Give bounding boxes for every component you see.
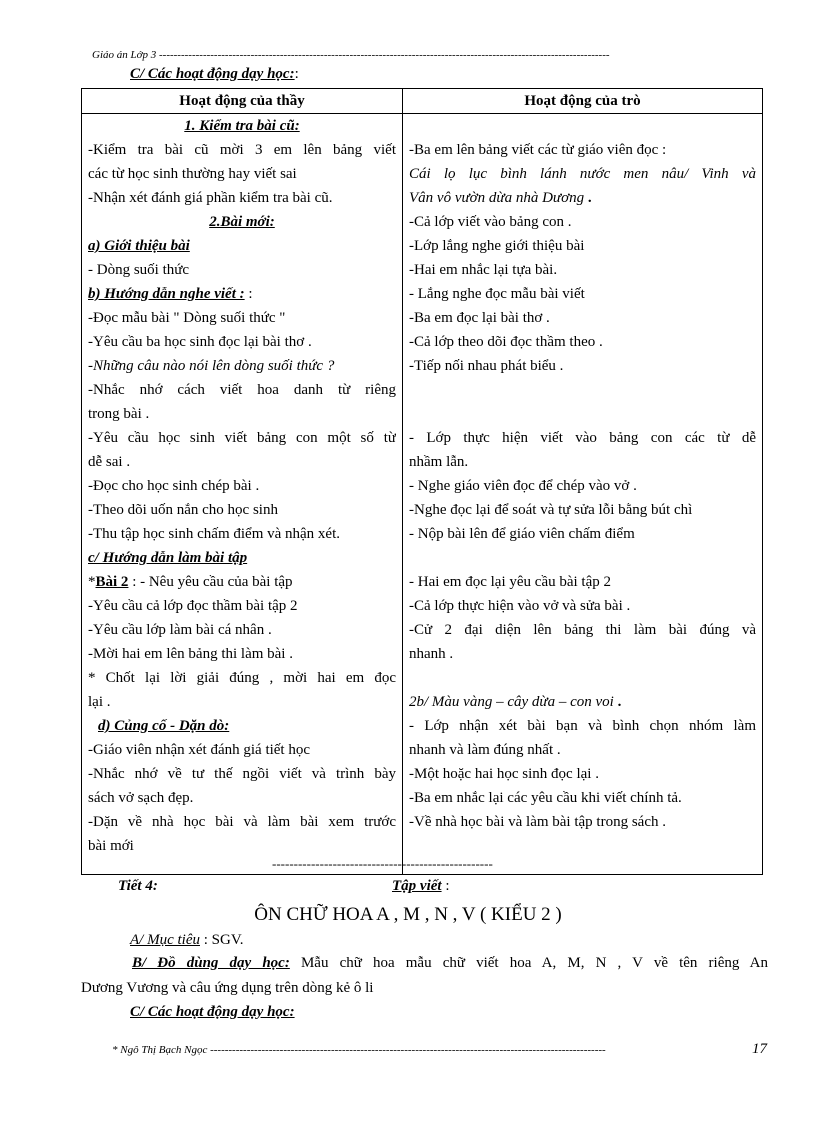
teacher-line <box>88 186 396 210</box>
teacher-line-text: -Đọc mẫu bài " Dòng suối thức " <box>88 310 286 326</box>
student-line-text: - Lớp nhận xét bài bạn và bình chọn nhóm làm <box>409 718 756 734</box>
student-line-text: -Ba em đọc lại bài thơ . <box>409 310 550 326</box>
teacher-line-suffix: : - Nêu yêu cầu của bài tập <box>128 574 293 590</box>
teacher-line <box>88 498 396 522</box>
teacher-line <box>88 210 396 234</box>
student-line <box>409 618 756 642</box>
student-line-text: -Ba em lên bảng viết các từ giáo viên đọc : <box>409 142 667 158</box>
teacher-line <box>88 330 396 354</box>
teacher-line <box>88 546 396 570</box>
teacher-line <box>88 642 396 666</box>
student-line-suffix: . <box>584 190 592 206</box>
student-line <box>409 786 756 810</box>
student-line <box>409 690 756 714</box>
teacher-line-text: -Nhận xét đánh giá phần kiểm tra bài cũ. <box>88 190 333 206</box>
student-line <box>409 594 756 618</box>
section-separator: --------------------------------------------------- <box>272 856 493 871</box>
student-line-text: 2b/ Màu vàng – cây dừa – con voi <box>409 694 614 710</box>
student-line <box>409 570 756 594</box>
teacher-line <box>88 378 396 402</box>
student-line <box>409 810 756 834</box>
materials-continuation: Dương Vương và câu ứng dụng trên dòng kẻ ô li <box>81 980 374 996</box>
teacher-line <box>88 762 396 786</box>
teacher-line-text: -Mời hai em lên bảng thi làm bài . <box>88 646 293 662</box>
teacher-line <box>88 834 396 858</box>
teacher-line-text: -Yêu cầu lớp làm bài cá nhân . <box>88 622 272 638</box>
teacher-column-header: Hoạt động của thầy <box>82 89 403 114</box>
student-line <box>409 210 756 234</box>
student-line-text: -Cả lớp viết vào bảng con . <box>409 214 572 230</box>
student-line <box>409 762 756 786</box>
student-line-text: -Một hoặc hai học sinh đọc lại . <box>409 766 599 782</box>
teacher-line-text: 1. Kiểm tra bài cũ: <box>184 118 300 134</box>
student-line-text: nhanh . <box>409 646 454 662</box>
student-activities <box>409 114 756 874</box>
student-line <box>409 546 756 570</box>
teacher-line-text: -Nhắc nhớ cách viết hoa danh từ riêng <box>88 382 396 398</box>
student-line <box>409 162 756 186</box>
page-number: 17 <box>752 1041 767 1057</box>
student-line-text: nhầm lẫn. <box>409 454 469 470</box>
teacher-activities <box>88 114 396 874</box>
teacher-line-text: -Những câu nào nói lên dòng suối thức ? <box>88 358 335 374</box>
teacher-line <box>88 690 396 714</box>
student-line <box>409 330 756 354</box>
teacher-line <box>88 426 396 450</box>
teacher-line-text: -Yêu cầu cả lớp đọc thầm bài tập 2 <box>88 598 298 614</box>
lesson-subject-label: Tập viết <box>392 878 442 894</box>
student-line-text: Vân vô vườn dừa nhà Dương <box>409 190 585 206</box>
teacher-line <box>88 306 396 330</box>
student-line <box>409 738 756 762</box>
student-line-text: - Nộp bài lên để giáo viên chấm điểm <box>409 526 635 542</box>
teacher-line <box>88 738 396 762</box>
student-line <box>409 378 756 402</box>
lesson-subject <box>392 878 450 895</box>
student-line <box>409 666 756 690</box>
teacher-line-text: a) Giới thiệu bài <box>88 238 190 254</box>
teacher-line-text: -Yêu cầu học sinh viết bảng con một số từ <box>88 430 396 446</box>
student-line <box>409 186 756 210</box>
student-line-text: -Tiếp nối nhau phát biểu . <box>409 358 564 374</box>
teacher-line-text: - Dòng suối thức <box>88 262 190 278</box>
student-line <box>409 498 756 522</box>
teacher-line <box>88 522 396 546</box>
section-c-label: C/ Các hoạt động dạy học: <box>130 66 295 82</box>
student-line-text: -Hai em nhắc lại tựa bài. <box>409 262 558 278</box>
teacher-line-text: -Nhắc nhớ về tư thế ngồi viết và trình bày <box>88 766 396 782</box>
student-line-text: -Lớp lắng nghe giới thiệu bài <box>409 238 585 254</box>
teacher-line <box>88 714 396 738</box>
teacher-line-text: -Theo dõi uốn nắn cho học sinh <box>88 502 278 518</box>
teacher-line-text: b) Hướng dẫn nghe viết : <box>88 286 245 302</box>
teacher-line-text: -Yêu cầu ba học sinh đọc lại bài thơ . <box>88 334 312 350</box>
materials-label: B/ Đồ dùng dạy học: <box>132 955 290 971</box>
student-line <box>409 522 756 546</box>
teacher-line-text: sách vở sạch đẹp. <box>88 790 194 806</box>
objective-text: : SGV. <box>199 932 244 948</box>
teacher-line-text: * Chốt lại lời giải đúng , mời hai em đọc <box>88 670 396 686</box>
section-c-suffix: : <box>294 66 299 82</box>
teacher-line-prefix: * <box>88 574 96 590</box>
lesson-period: Tiết 4: <box>118 878 158 894</box>
teacher-line-text: 2.Bài mới: <box>209 214 275 230</box>
section-c-heading <box>130 66 299 83</box>
student-line <box>409 234 756 258</box>
teacher-line-text: -Dặn về nhà học bài và làm bài xem trước <box>88 814 396 830</box>
teacher-line <box>88 258 396 282</box>
objective-label: A/ Mục tiêu <box>130 932 200 948</box>
teacher-line <box>88 594 396 618</box>
page-header: Giáo án Lớp 3 --------------------------------------------------------------------------------------------------------------------------- <box>92 49 610 61</box>
teacher-line-text: c/ Hướng dẫn làm bài tập <box>88 550 248 566</box>
student-line <box>409 834 756 858</box>
teacher-line-text: -Đọc cho học sinh chép bài . <box>88 478 260 494</box>
student-line-text: - Nghe giáo viên đọc để chép vào vở . <box>409 478 637 494</box>
student-line-text: -Cử 2 đại diện lên bảng thi làm bài đúng và <box>409 622 756 638</box>
teacher-line-suffix: : <box>244 286 253 302</box>
materials-line <box>132 955 768 972</box>
teacher-line-text: trong bài . <box>88 406 150 422</box>
student-line-text: -Cả lớp thực hiện vào vở và sửa bài . <box>409 598 631 614</box>
teacher-line-text: d) Củng cố - Dặn dò: <box>98 718 230 734</box>
teacher-line <box>88 786 396 810</box>
teacher-line <box>88 810 396 834</box>
materials-text: Mẫu chữ hoa mẫu chữ viết hoa A, M, N , V về tên riêng An <box>289 955 768 971</box>
teacher-line <box>88 114 396 138</box>
student-line-text: -Cả lớp theo dõi đọc thầm theo . <box>409 334 603 350</box>
student-line-text: - Hai em đọc lại yêu cầu bài tập 2 <box>409 574 612 590</box>
teacher-line-text: Bài 2 <box>95 574 129 590</box>
student-line <box>409 282 756 306</box>
student-line-text: - Lớp thực hiện viết vào bảng con các từ dễ <box>409 430 756 446</box>
teacher-line-text: các từ học sinh thường hay viết sai <box>88 166 297 182</box>
teacher-line-text: bài mới <box>88 838 134 854</box>
lesson-title: ÔN CHỮ HOA A , M , N , V ( KIỂU 2 ) <box>254 904 562 925</box>
student-line <box>409 402 756 426</box>
student-line <box>409 426 756 450</box>
student-line <box>409 642 756 666</box>
objective-line <box>130 932 243 949</box>
student-line-text: -Về nhà học bài và làm bài tập trong sách . <box>409 814 666 830</box>
teacher-line <box>88 162 396 186</box>
student-line <box>409 354 756 378</box>
teacher-line-text: -Thu tập học sinh chấm điểm và nhận xét. <box>88 526 341 542</box>
student-line <box>409 474 756 498</box>
teacher-line <box>88 282 396 306</box>
activities-table <box>81 88 763 875</box>
teacher-line <box>88 474 396 498</box>
lesson-subject-suffix: : <box>441 878 450 894</box>
teacher-line <box>88 666 396 690</box>
student-line <box>409 138 756 162</box>
student-line <box>409 258 756 282</box>
teacher-line <box>88 570 396 594</box>
student-line-text: - Lắng nghe đọc mẫu bài viết <box>409 286 585 302</box>
teacher-line <box>88 354 396 378</box>
student-line <box>409 714 756 738</box>
student-line <box>409 114 756 138</box>
teacher-line <box>88 618 396 642</box>
student-line <box>409 450 756 474</box>
student-line <box>409 306 756 330</box>
teacher-line <box>88 138 396 162</box>
activities-heading <box>130 1004 295 1021</box>
student-line-suffix: . <box>613 694 622 710</box>
student-column-header: Hoạt động của trò <box>403 89 763 114</box>
teacher-line-text: -Kiểm tra bài cũ mời 3 em lên bảng viết <box>88 142 396 158</box>
teacher-line-text: dễ sai . <box>88 454 131 470</box>
teacher-line <box>88 450 396 474</box>
teacher-line <box>88 402 396 426</box>
student-line-text: -Ba em nhắc lại các yêu cầu khi viết chính tả. <box>409 790 682 806</box>
student-line-text: -Nghe đọc lại để soát và tự sửa lỗi bằng bút chì <box>409 502 693 518</box>
teacher-line <box>88 234 396 258</box>
teacher-line-text: -Giáo viên nhận xét đánh giá tiết học <box>88 742 311 758</box>
activities-label: C/ Các hoạt động dạy học: <box>130 1004 295 1020</box>
student-line-text: Cái lọ lục bình lánh nước men nâu/ Vinh và <box>409 166 756 182</box>
page-footer: * Ngô Thị Bạch Ngọc ------------------------------------------------------------------------------------------------------------ <box>112 1044 606 1056</box>
teacher-line-text: lại . <box>88 694 111 710</box>
student-line-text: nhanh và làm đúng nhất . <box>409 742 561 758</box>
